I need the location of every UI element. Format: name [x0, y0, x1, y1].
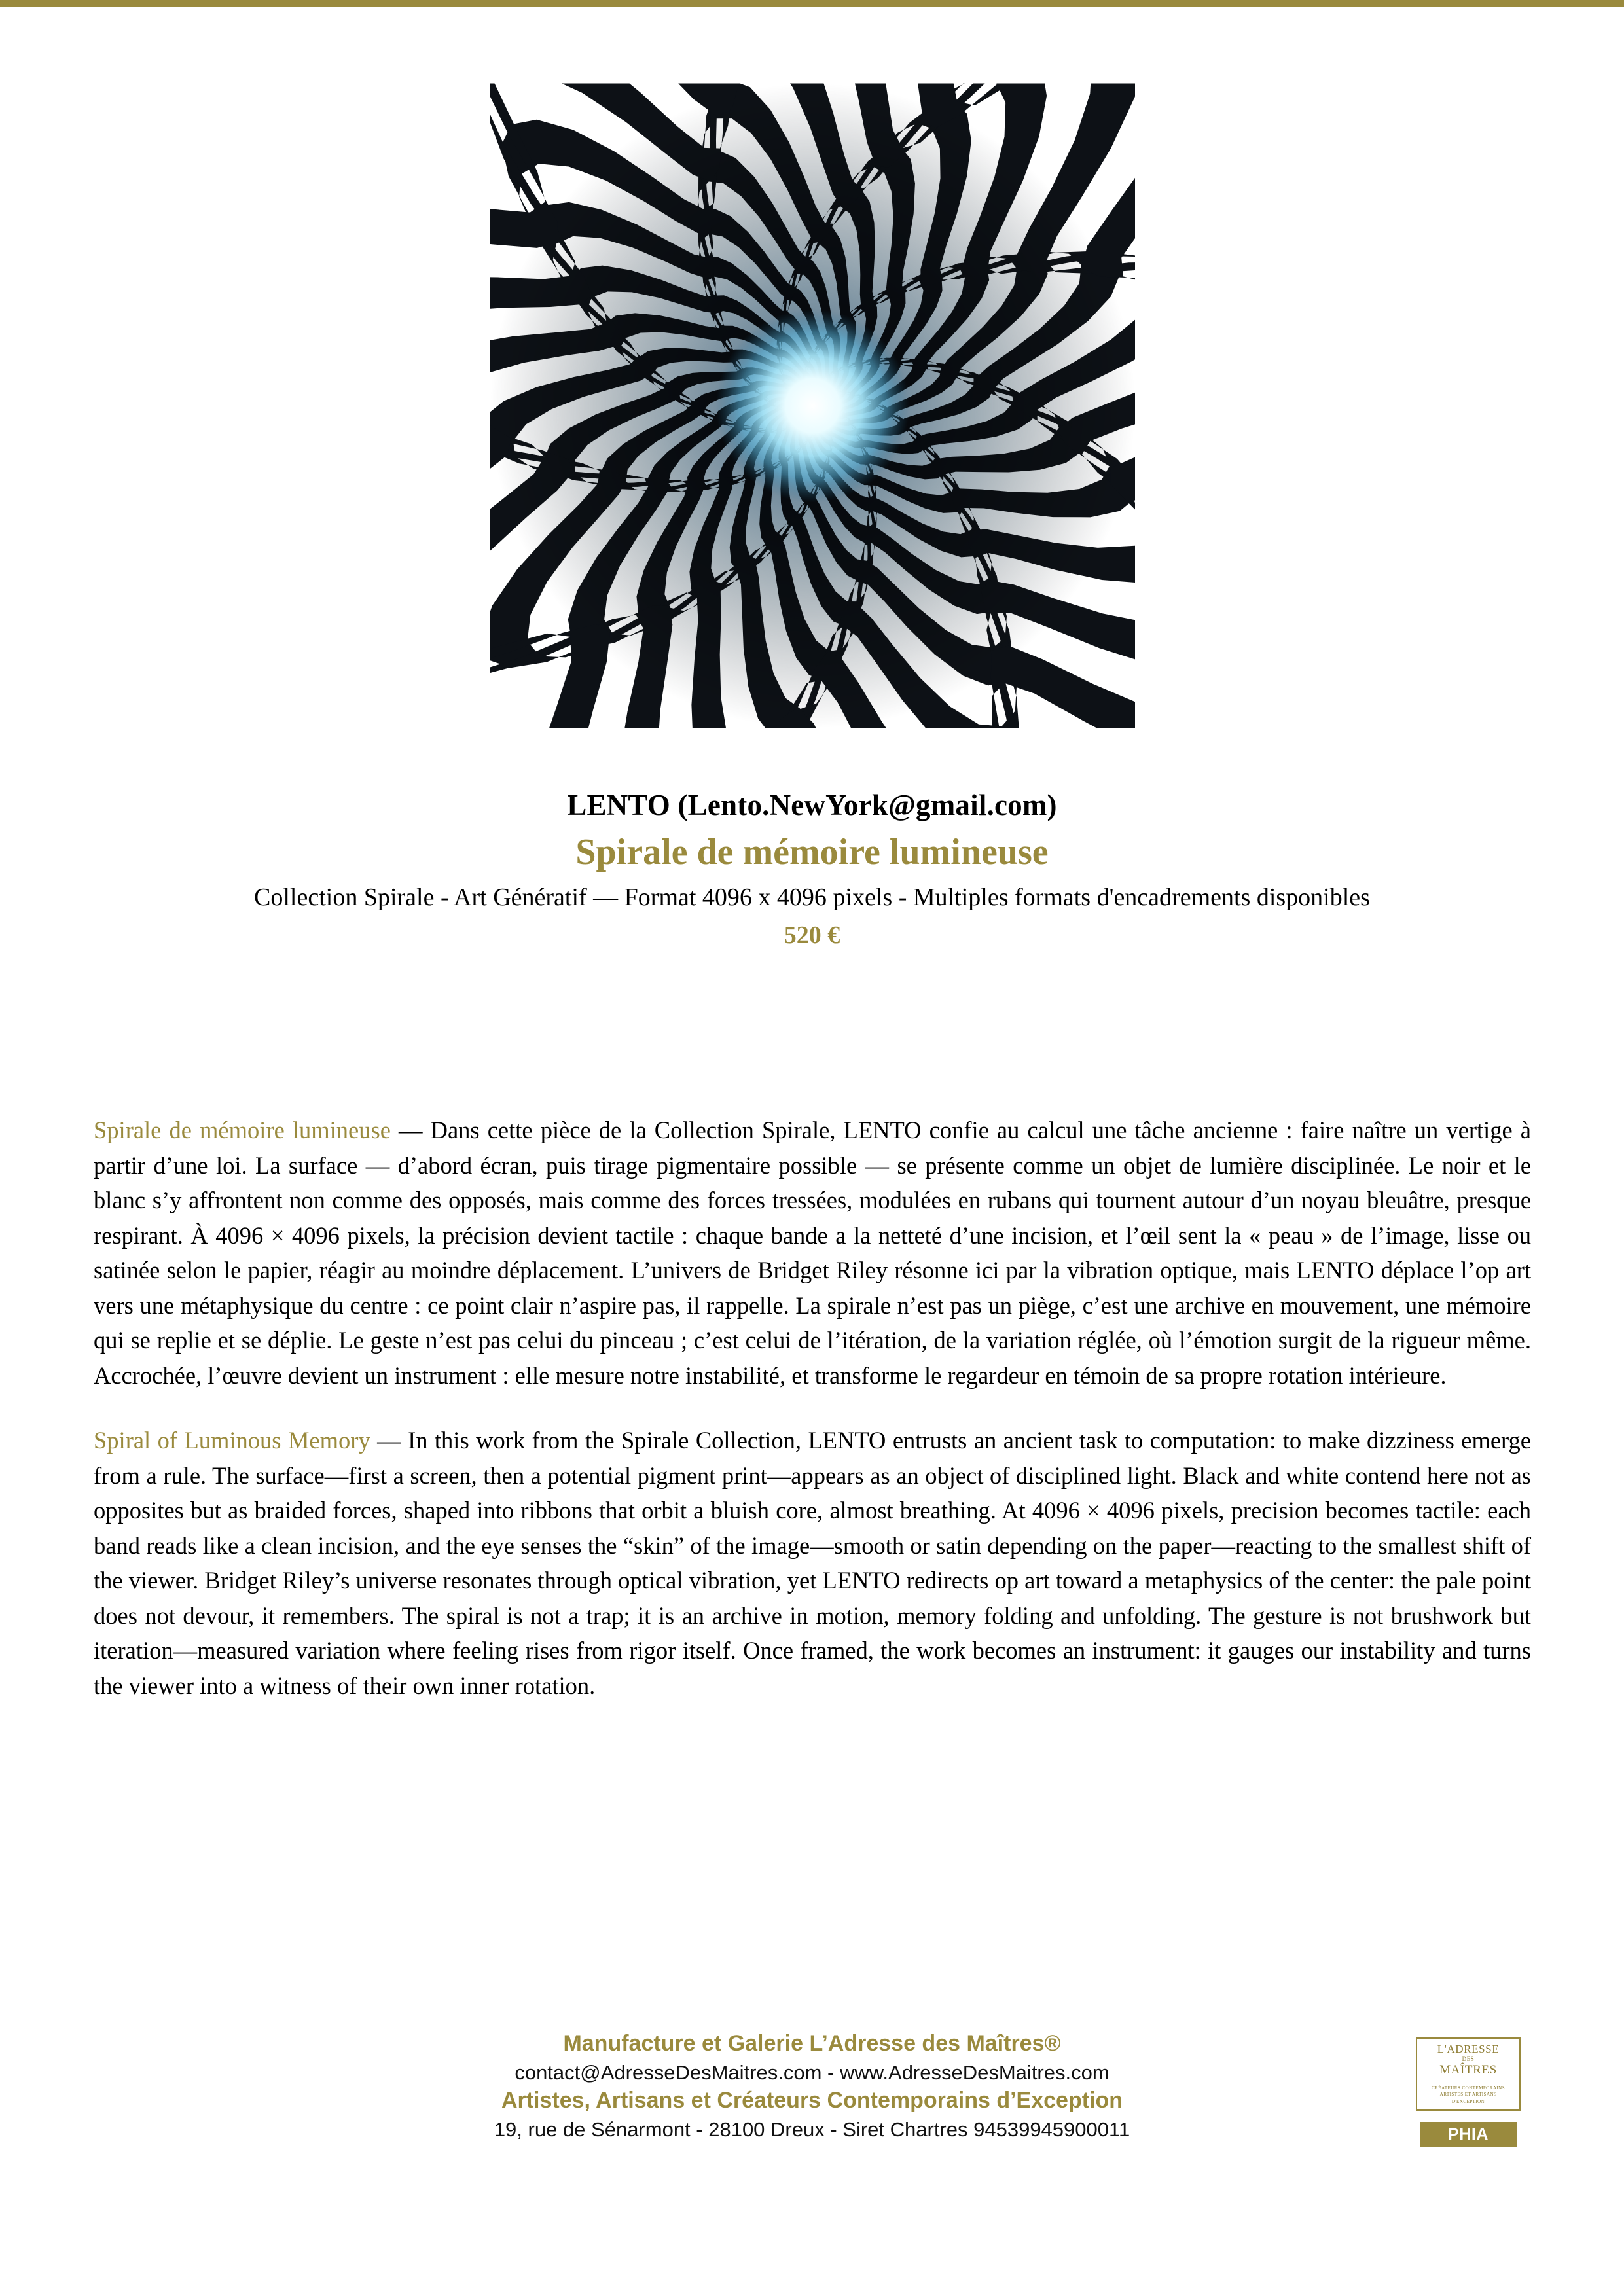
work-price: 520 € — [784, 922, 840, 950]
logo-subtitle-1: CRÉATEURS CONTEMPORAINS — [1431, 2085, 1506, 2090]
paragraph-english — [94, 1423, 1531, 1703]
footer-contact-line[interactable]: contact@AdresseDesMaitres.com - www.AdresseDesMaitres.com — [514, 2060, 1110, 2084]
top-gold-rule — [0, 0, 1624, 7]
logo-subtitle-2: ARTISTES ET ARTISANS — [1439, 2092, 1497, 2098]
work-meta-line: Collection Spirale - Art Génératif — Format 4096 x 4096 pixels - Multiples formats d'encadrements disponibles — [254, 884, 1370, 912]
brand-logo-area — [1416, 2037, 1532, 2147]
lead-in-english: Spiral of Luminous Memory — [94, 1427, 370, 1454]
footer-tagline: Artistes, Artisans et Créateurs Contemporains d’Exception — [501, 2088, 1123, 2113]
description-body — [94, 1113, 1531, 1703]
paragraph-english-text: — In this work from the Spirale Collection, LENTO entrusts an ancient task to computation: to make dizziness emerge from a rule. The surface—first a screen, then a potential pigment print—appears as an object of disciplined light. Black and white contend here not as opposites but as braided forces, shaped into ribbons that orbit a bluish core, almost breathing. At 4096 × 4096 pixels, precision becomes tactile: each band reads like a clean incision, and the eye senses the “skin” of the image—smooth or satin depending on the paper—reacting to the smallest shift of the viewer. Bridget Riley’s universe resonates through optical vibration, yet LENTO redirects op art toward a metaphysics of the center: the pale point does not devour, it remembers. The spiral is not a trap; it is an archive in motion, memory folding and unfolding. The gesture is not brushwork but iteration—measured variation where feeling rises from rigor itself. Once framed, the work becomes an instrument: it gauges our instability and turns the viewer into a witness of their own inner rotation. — [94, 1427, 1531, 1699]
lead-in-french: Spirale de mémoire lumineuse — [94, 1117, 391, 1143]
footer-address-line: 19, rue de Sénarmont - 28100 Dreux - Siret Chartres 94539945900011 — [494, 2117, 1130, 2141]
page-footer — [0, 2029, 1624, 2143]
artist-contact-line: LENTO (Lento.NewYork@gmail.com) — [567, 789, 1057, 821]
logo-line-3: MAÎTRES — [1439, 2063, 1497, 2077]
spiral-artwork-svg — [490, 83, 1135, 728]
adresse-des-maitres-logo — [1416, 2037, 1521, 2111]
artwork-image — [490, 83, 1135, 728]
paragraph-french-text: — Dans cette pièce de la Collection Spirale, LENTO confie au calcul une tâche ancienne : faire naître un vertige à partir d’une loi. La surface — d’abord écran, puis tirage pigmentaire possible — se présente comme un objet de lumière disciplinée. Le noir et le blanc s’y affrontent non comme des opposés, mais comme des forces tressées, modulées en rubans qui tournent autour d’un noyau bleuâtre, presque respirant. À 4096 × 4096 pixels, la précision devient tactile : chaque bande a la netteté d’une incision, et l’œil sent la « peau » de l’image, lisse ou satinée selon le papier, réagir au moindre déplacement. L’univers de Bridget Riley résonne ici par la vibration optique, mais LENTO déplace l’op art vers une métaphysique du centre : ce point clair n’aspire pas, il rappelle. La spirale n’est pas un piège, c’est une archive en mouvement, une mémoire qui se replie et se déplie. Le geste n’est pas celui du pinceau ; c’est celui de l’itération, de la variation réglée, où l’émotion surgit de la rigueur même. Accrochée, l’œuvre devient un instrument : elle mesure notre instabilité, et transforme le regardeur en témoin de sa propre rotation intérieure. — [94, 1117, 1532, 1389]
title-block — [0, 789, 1624, 951]
logo-subtitle — [1432, 2085, 1505, 2105]
logo-line-2: DES — [1462, 2056, 1475, 2063]
paragraph-french — [94, 1113, 1531, 1393]
logo-line-1: L'ADRESSE — [1437, 2042, 1500, 2055]
logo-subtitle-3: D'EXCEPTION — [1451, 2098, 1485, 2104]
footer-company-name: Manufacture et Galerie L’Adresse des Maîtres® — [563, 2031, 1061, 2056]
work-title: Spirale de mémoire lumineuse — [575, 831, 1049, 872]
phia-badge: PHIA — [1420, 2122, 1517, 2147]
